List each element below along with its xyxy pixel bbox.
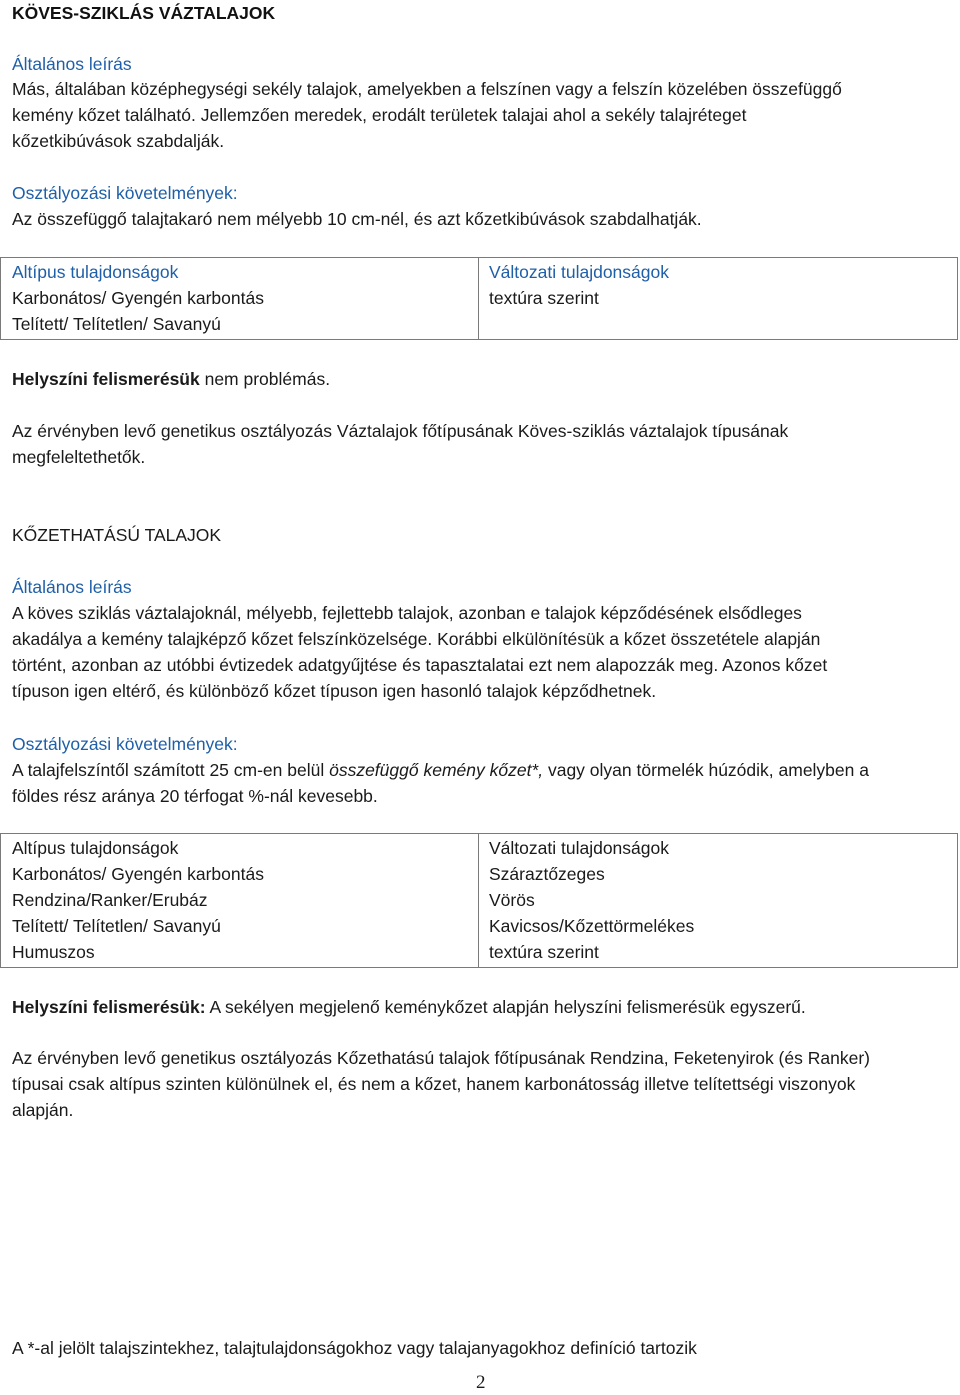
general-description-heading: Általános leírás bbox=[12, 577, 132, 597]
field-recognition-text: nem problémás. bbox=[199, 369, 331, 389]
criteria-heading: Osztályozási követelmények: bbox=[12, 734, 238, 754]
subtype-header: Altípus tulajdonságok bbox=[12, 838, 179, 858]
general-description-heading: Általános leírás bbox=[12, 54, 132, 74]
criteria-text bbox=[12, 757, 869, 783]
field-recognition bbox=[12, 366, 330, 392]
paragraph-line: A köves sziklás váztalajoknál, mélyebb, fejlettebb talajok, azonban e talajok képződésének elsődleges bbox=[12, 603, 802, 623]
footnote: A *-al jelölt talajszintekhez, talajtulajdonságokhoz vagy talajanyagokhoz definíció tartozik bbox=[12, 1338, 697, 1358]
subtype-item: Karbonátos/ Gyengén karbontás bbox=[12, 864, 264, 884]
variant-item: Kavicsos/Kőzettörmelékes bbox=[489, 916, 695, 936]
genetic-classification-line: típusai csak altípus szinten különülnek el, és nem a kőzet, hanem karbonátosság illetve telítettségi viszonyok bbox=[12, 1074, 856, 1094]
subtype-header: Altípus tulajdonságok bbox=[12, 262, 179, 282]
variant-item: Száraztőzeges bbox=[489, 864, 605, 884]
page-number: 2 bbox=[476, 1372, 486, 1393]
section-title: KŐZETHATÁSÚ TALAJOK bbox=[12, 525, 222, 545]
genetic-classification-line: Az érvényben levő genetikus osztályozás Kőzethatású talajok főtípusának Rendzina, Feketenyirok (és Ranker) bbox=[12, 1048, 870, 1068]
genetic-classification-line: alapján. bbox=[12, 1100, 74, 1120]
criteria-heading: Osztályozási követelmények: bbox=[12, 183, 238, 203]
subtype-item: Karbonátos/ Gyengén karbontás bbox=[12, 288, 264, 308]
paragraph-line: Más, általában középhegységi sekély talajok, amelyekben a felszínen vagy a felszín közelében összefüggő bbox=[12, 79, 842, 99]
variant-properties-cell bbox=[479, 834, 958, 968]
subtype-item: Rendzina/Ranker/Erubáz bbox=[12, 890, 208, 910]
subtype-item: Telített/ Telítetlen/ Savanyú bbox=[12, 314, 221, 334]
paragraph-line: típuson igen eltérő, és különböző kőzet típuson igen hasonló talajok képződhetnek. bbox=[12, 681, 657, 701]
variant-item: textúra szerint bbox=[489, 942, 599, 962]
variant-item: Vörös bbox=[489, 890, 535, 910]
genetic-classification-line: Az érvényben levő genetikus osztályozás Váztalajok főtípusának Köves-sziklás váztalajok típusának bbox=[12, 421, 789, 441]
variant-properties-cell bbox=[479, 258, 958, 340]
paragraph-line: kőzetkibúvások szabdalják. bbox=[12, 131, 225, 151]
variant-header: Változati tulajdonságok bbox=[489, 262, 669, 282]
genetic-classification-line: megfeleltethetők. bbox=[12, 447, 146, 467]
paragraph-line: történt, azonban az utóbbi évtizedek adatgyűjtése és tapasztalatai ezt nem alapozzák meg. Azonos kőzet bbox=[12, 655, 828, 675]
subtype-item: Telített/ Telítetlen/ Savanyú bbox=[12, 916, 221, 936]
section-title: KÖVES-SZIKLÁS VÁZTALAJOK bbox=[12, 3, 276, 23]
criteria-text-emphasis: összefüggő kemény kőzet*, bbox=[329, 760, 544, 780]
criteria-text: földes rész aránya 20 térfogat %-nál kevesebb. bbox=[12, 786, 378, 806]
properties-table bbox=[0, 833, 958, 968]
properties-table bbox=[0, 257, 958, 340]
field-recognition-label: Helyszíni felismerésük bbox=[12, 369, 200, 389]
field-recognition-label: Helyszíni felismerésük: bbox=[12, 997, 206, 1017]
subtype-properties-cell bbox=[1, 258, 479, 340]
field-recognition-text: A sekélyen megjelenő keménykőzet alapján helyszíni felismerésük egyszerű. bbox=[205, 997, 806, 1017]
paragraph-line: kemény kőzet található. Jellemzően meredek, erodált területek talajai ahol a sekély talajréteget bbox=[12, 105, 747, 125]
criteria-text-part: A talajfelszíntől számított 25 cm-en belül bbox=[12, 760, 330, 780]
criteria-text: Az összefüggő talajtakaró nem mélyebb 10 cm-nél, és azt kőzetkibúvások szabdalhatják. bbox=[12, 209, 702, 229]
criteria-text-part: vagy olyan törmelék húzódik, amelyben a bbox=[543, 760, 869, 780]
subtype-item: Humuszos bbox=[12, 942, 95, 962]
variant-item: textúra szerint bbox=[489, 288, 599, 308]
variant-header: Változati tulajdonságok bbox=[489, 838, 669, 858]
field-recognition bbox=[12, 994, 806, 1020]
subtype-properties-cell bbox=[1, 834, 479, 968]
paragraph-line: akadálya a kemény talajképző kőzet felszínközelsége. Korábbi elkülönítésük a kőzet összetétele alapján bbox=[12, 629, 821, 649]
